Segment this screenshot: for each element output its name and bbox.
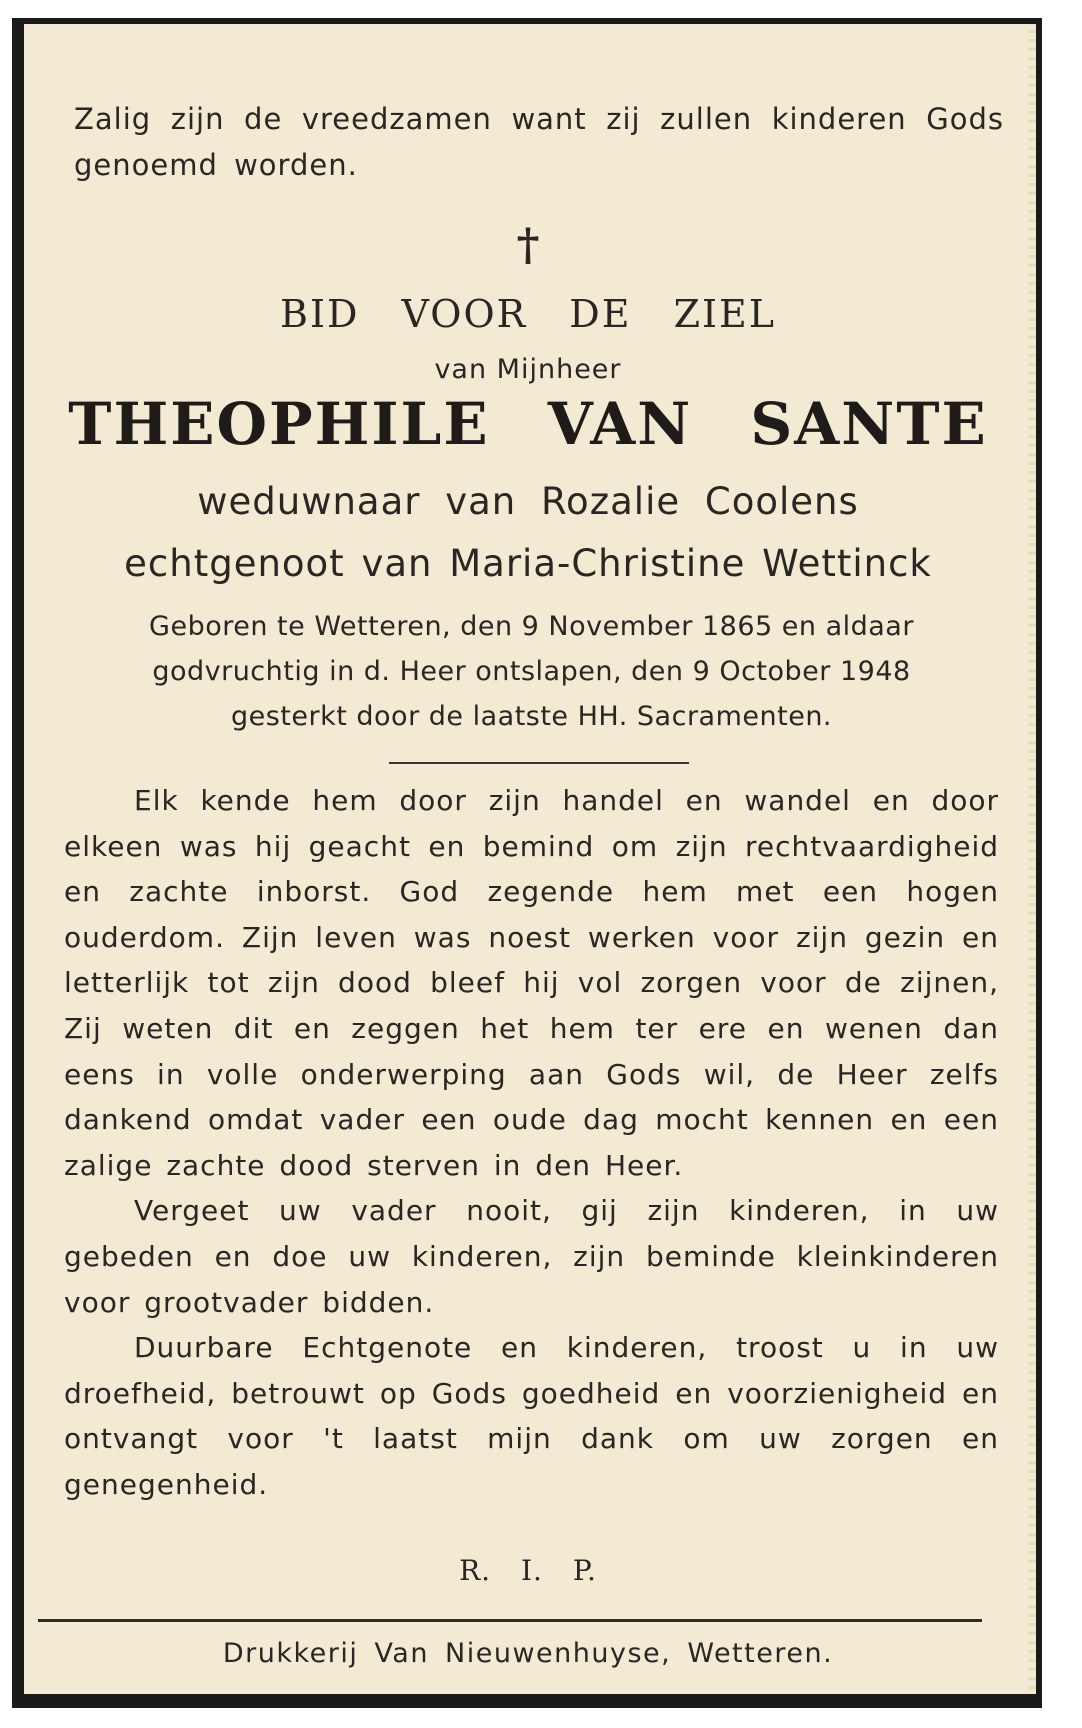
eulogy-paragraph-1: Elk kende hem door zijn handel en wandel en door elkeen was hij geacht en bemind om zijn rechtvaardigheid en zachte inborst. God zegende hem met een hogen ouderdom. Zijn leven was noest werken voor zijn gezin en letterlijk tot zijn dood bleef hij vol zorgen voor de zijnen, Zij weten dit en zeggen het hem ter ere en wenen dan eens in volle onderwerping aan Gods wil, de Heer zelfs dankend omdat vader een oude dag mocht kennen en een zalige zachte dood sterven in den Heer. <box>64 784 999 1182</box>
eulogy-paragraph-3: Duurbare Echtgenote en kinderen, troost u in uw droefheid, betrouwt op Gods goedheid en voorzienigheid en ontvangt voor 't laatst mijn dank om uw zorgen en genegenheid. <box>64 1331 999 1501</box>
dates-line-2: godvruchtig in d. Heer ontslapen, den 9 October 1948 <box>152 656 911 687</box>
eulogy-text <box>64 778 999 1508</box>
memorial-card <box>12 18 1042 1708</box>
birth-death-dates <box>64 604 999 739</box>
prayer-heading: BID VOOR DE ZIEL <box>280 292 776 336</box>
honorific: van Mijnheer <box>434 354 622 385</box>
bible-verse: Zalig zijn de vreedzamen want zij zullen kinderen Gods genoemd worden. <box>74 102 1004 182</box>
eulogy-paragraph-2: Vergeet uw vader nooit, gij zijn kinderen, in uw gebeden en doe uw kinderen, zijn beminde kleinkinderen voor grootvader bidden. <box>64 1194 999 1319</box>
deceased-name: THEOPHILE VAN SANTE <box>68 390 988 458</box>
dates-line-1: Geboren te Wetteren, den 9 November 1865 en aldaar <box>149 611 914 642</box>
divider <box>389 762 689 764</box>
footer-divider <box>38 1619 982 1622</box>
dates-line-3: gesterkt door de laatste HH. Sacramenten. <box>230 701 833 732</box>
relation-spouse: echtgenoot van Maria-Christine Wettinck <box>124 542 932 585</box>
printer-credit: Drukkerij Van Nieuwenhuyse, Wetteren. <box>222 1638 834 1669</box>
relation-widower: weduwnaar van Rozalie Coolens <box>197 480 859 523</box>
cross-icon: † <box>516 220 540 271</box>
rip-text: R. I. P. <box>459 1554 597 1587</box>
